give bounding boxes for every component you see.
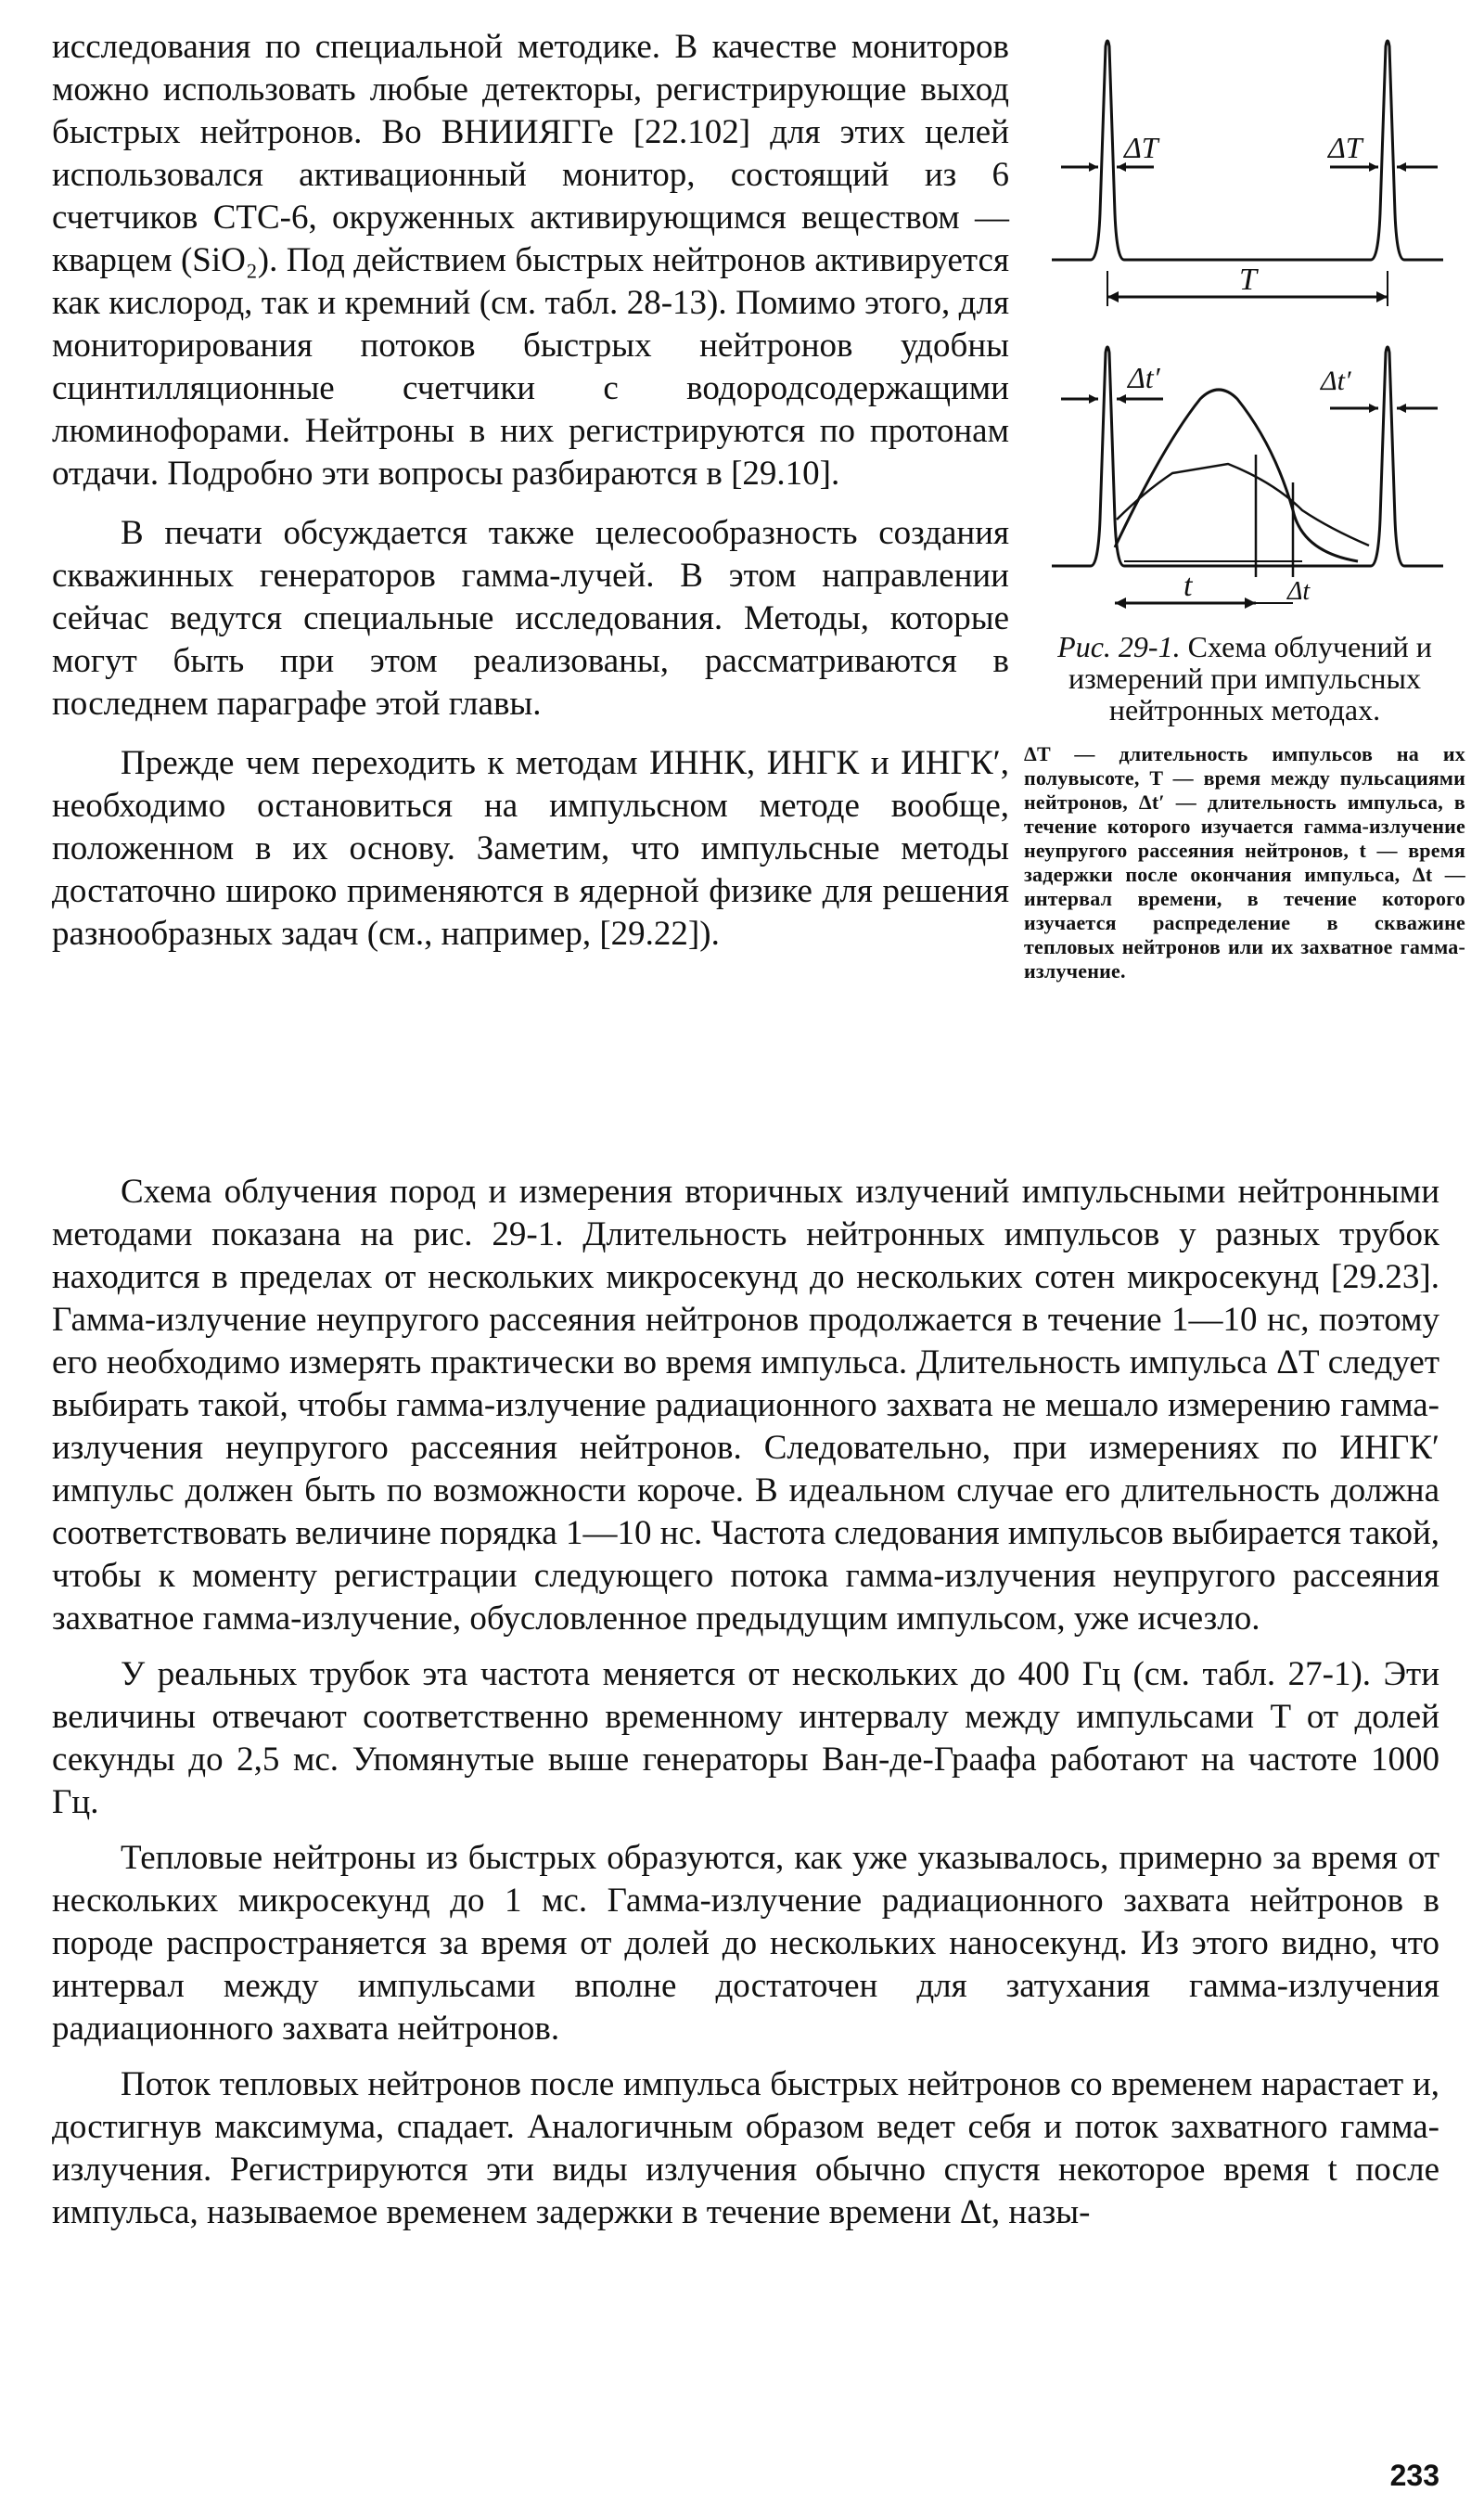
paragraph: Тепловые нейтроны из быстрых образуются, как уже указывалось, примерно за время от нескольких микросекунд до 1 мс. Гамма-излучение радиационного захвата нейтронов в породе распространяется за время от долей до нескольких наносекунд. Из этого видно, что интервал между импульсами вполне достаточен для затухания гамма-излучения радиационного захвата нейтронов. xyxy=(52,1839,1439,2048)
figure-29-1 xyxy=(1024,28,1465,983)
label-delta-T-right: ΔT xyxy=(1328,131,1362,164)
bottom-pulse-diagram xyxy=(1052,347,1443,609)
label-delta-t-prime-right: Δt′ xyxy=(1321,366,1351,396)
figure-caption xyxy=(1024,631,1465,726)
label-delta-T-left: ΔT xyxy=(1124,131,1158,164)
figure-legend: ΔT — длительность импульсов на их полувысоте, T — время между пульсациями нейтронов, Δt′ — длительность импульса, в течение которого изучается гамма-излучение неупругого рассеяния нейтронов, t — время задержки после окончания импульса, Δt — интервал времени, в течение которого изучается распределение в скважине тепловых нейтронов или их захватное гамма-излучение. xyxy=(1024,742,1465,983)
thermal-neutron-curve xyxy=(1115,390,1358,561)
label-t: t xyxy=(1183,569,1193,603)
capture-curve xyxy=(1117,464,1369,546)
paragraph: Схема облучения пород и измерения вторичных излучений импульсными нейтронными методами показана на рис. 29-1. Длительность нейтронных импульсов у разных трубок находится в пределах от нескольких микросекунд до нескольких сотен микросекунд [29.23]. Гамма-излучение неупругого рассеяния нейтронов продолжается в течение 1—10 нс, поэтому его необходимо измерять практически во время импульса. Длительность импульса ΔT следует выбирать такой, чтобы гамма-излучение радиационного захвата не мешало измерению гамма-излучения неупругого рассеяния нейтронов. Следовательно, при измерениях по ИНГК′ импульс должен быть по возможности короче. В идеальном случае его длительность должна соответствовать величине порядка 1—10 нс. Частота следования импульсов выбирается такой, чтобы к моменту регистрации следующего потока гамма-излучения неупругого рассеяния захватное гамма-излучение, обусловленное предыдущим импульсом, уже исчезло. xyxy=(52,1173,1439,1638)
paragraph: исследования по специальной методике. В качестве мониторов можно использовать любые детекторы, регистрирующие выход быстрых нейтронов. Во ВНИИЯГГе [22.102] для этих целей использовался активационный монитор, состоящий из 6 счетчиков СТС-6, окруженных активирующимся веществом — кварцем (SiO₂). Под действием быстрых нейтронов активируется как кислород, так и кремний (см. табл. 28-13). Помимо этого, для мониторирования потоков быстрых нейтронов удобны сцинтилляционные счетчики с водородсодержащими люминофорами. Нейтроны в них регистрируются по протонам отдачи. Подробно эти вопросы разбираются в [29.10]. xyxy=(52,28,1009,493)
paragraph: Прежде чем переходить к методам ИННК, ИНГК и ИНГК′, необходимо остановиться на импульсном методе вообще, положенном в их основу. Заметим, что импульсные методы достаточно широко применяются в ядерной физике для решения разнообразных задач (см., например, [29.22]). xyxy=(52,744,1009,953)
figure-number: Рис. 29-1. xyxy=(1057,630,1181,663)
paragraph: У реальных трубок эта частота меняется от нескольких до 400 Гц (см. табл. 27-1). Эти величины отвечают соответственно временному интервалу между импульсами T от долей секунды до 2,5 мс. Упомянутые выше генераторы Ван-де-Граафа работают на частоте 1000 Гц. xyxy=(52,1655,1439,1821)
top-pulse-diagram xyxy=(1052,41,1443,306)
pulse-diagram xyxy=(1024,28,1465,622)
top-baseline xyxy=(1052,41,1443,260)
full-width-text xyxy=(52,1171,1439,2234)
label-delta-t: Δt xyxy=(1287,577,1311,606)
left-text-column xyxy=(52,26,1009,956)
figure-caption-text: Схема облучений и измерений при импульсных нейтронных методах. xyxy=(1068,630,1432,726)
label-delta-t-prime-left: Δt′ xyxy=(1128,361,1160,394)
bottom-baseline xyxy=(1052,347,1443,566)
paragraph: Поток тепловых нейтронов после импульса быстрых нейтронов со временем нарастает и, достигнув максимума, спадает. Аналогичным образом ведет себя и поток захватного гамма-излучения. Регистрируются эти виды излучения обычно спустя некоторое время t после импульса, называемое временем задержки в течение времени Δt, назы- xyxy=(52,2065,1439,2231)
page-number: 233 xyxy=(1389,2459,1439,2492)
paragraph: В печати обсуждается также целесообразность создания скважинных генераторов гамма-лучей. В этом направлении сейчас ведутся специальные исследования. Методы, которые могут быть при этом реализованы, рассматриваются в последнем параграфе этой главы. xyxy=(52,514,1009,723)
label-T: T xyxy=(1239,263,1257,297)
